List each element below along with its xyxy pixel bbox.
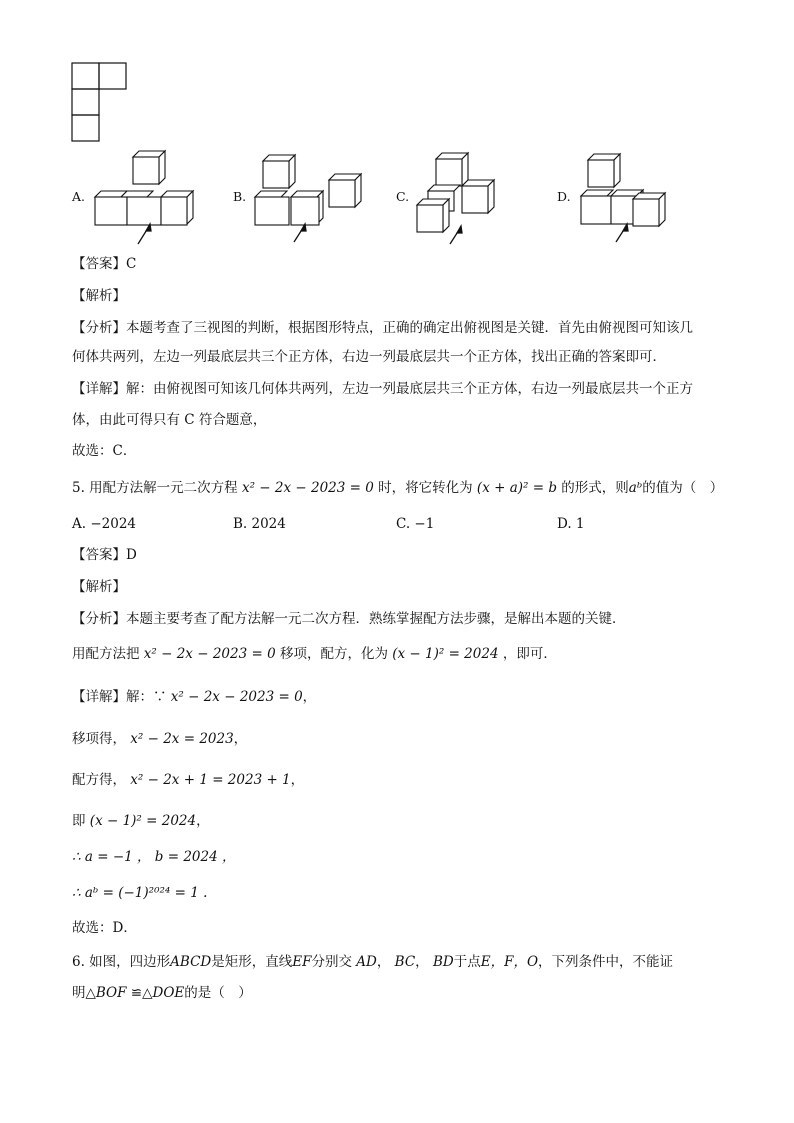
q4-fenxi-line2: 何体共两列，左边一列最底层共三个正方体，右边一列最底层共一个正方体，找出正确的答案即可． xyxy=(72,349,666,365)
option-d-label: D. xyxy=(557,189,571,204)
q5-step2 xyxy=(72,771,304,789)
q6-abcd: ABCD xyxy=(170,954,212,970)
option-a-figure xyxy=(90,148,205,248)
q6-bc: BC xyxy=(394,954,416,970)
q5-option-b: B. 2024 xyxy=(233,516,286,532)
q5-stem-form: (x + a)² = b xyxy=(476,480,557,496)
q6-line2-part-a: 明△ xyxy=(72,985,96,1001)
q5-step1-label: 移项得， xyxy=(72,731,126,747)
option-c-label: C. xyxy=(396,189,410,204)
q5-xiangjie xyxy=(72,688,316,706)
q5-stem-part-b: 时，将它转化为 xyxy=(378,480,473,496)
q4-fenxi-line1: 【分析】本题考查了三视图的判断，根据图形特点，正确的确定出俯视图是关键．首先由俯视图可知该几 xyxy=(72,320,693,336)
q5-method-form: (x − 1)² = 2024 xyxy=(392,646,499,662)
q5-xiangjie-equation: x² − 2x − 2023 = 0 xyxy=(170,689,303,705)
q5-option-a: A. −2024 xyxy=(72,516,136,532)
q6-ef: EF xyxy=(292,954,312,970)
q5-option-c: C. −1 xyxy=(396,516,435,532)
q5-step1-equation: x² − 2x = 2023 xyxy=(130,731,234,747)
q5-step1-tail: ， xyxy=(233,731,248,747)
q4-answer: 【答案】C xyxy=(72,256,137,272)
q5-step3-label: 即 xyxy=(72,813,86,829)
q4-xiangjie-line2: 体，由此可得只有 C 符合题意， xyxy=(72,412,267,428)
q6-line2 xyxy=(72,984,252,1002)
q6-line1-part-c: 分别交 xyxy=(311,954,352,970)
q6-line1-part-a: 6. 如图，四边形 xyxy=(72,954,171,970)
q6-points: E，F，O xyxy=(480,954,539,970)
q6-doe: DOE xyxy=(152,985,185,1001)
q4-analysis-heading: 【解析】 xyxy=(72,288,126,304)
q5-stem-ab: aᵇ xyxy=(628,480,643,496)
q5-analysis-heading: 【解析】 xyxy=(72,579,126,595)
q5-answer: 【答案】D xyxy=(72,547,137,563)
q5-step1 xyxy=(72,730,247,748)
q5-method-part-a: 用配方法把 xyxy=(72,646,140,662)
q6-line2-part-b: ≌△ xyxy=(126,985,153,1001)
q5-step3-tail: ， xyxy=(196,813,210,829)
q5-step3-equation: (x − 1)² = 2024 xyxy=(89,813,197,829)
q5-method-part-c: ，即可． xyxy=(502,646,557,662)
q5-stem-part-d: 的值为（ ） xyxy=(642,480,724,496)
q5-fenxi: 【分析】本题主要考查了配方法解一元二次方程．熟练掌握配方法步骤，是解出本题的关键． xyxy=(72,611,626,627)
q4-xiangjie-line1: 【详解】解：由俯视图可知该几何体共两列，左边一列最底层共三个正方体，右边一列最底层共一个正方 xyxy=(72,381,693,397)
q6-line1-part-g: ，下列条件中，不能证 xyxy=(538,954,674,970)
q5-method xyxy=(72,645,557,663)
q6-ad: AD xyxy=(356,954,377,970)
q5-xiangjie-head: 【详解】解：∵ xyxy=(72,689,167,705)
q5-step2-label: 配方得， xyxy=(72,772,126,788)
q5-step4: ∴ a = −1 ， b = 2024 ， xyxy=(72,849,236,865)
q5-stem-equation: x² − 2x − 2023 = 0 xyxy=(241,480,374,496)
q4-choose: 故选：C． xyxy=(72,443,137,459)
q6-line1-part-b: 是矩形，直线 xyxy=(211,954,293,970)
q5-method-part-b: 移项，配方，化为 xyxy=(279,646,388,662)
q5-xiangjie-tail: ， xyxy=(302,689,317,705)
q5-method-equation: x² − 2x − 2023 = 0 xyxy=(143,646,276,662)
q6-bd: BD xyxy=(432,954,454,970)
q5-stem-part-c: 的形式，则 xyxy=(561,480,629,496)
option-d-figure xyxy=(576,150,676,246)
q5-step2-tail: ， xyxy=(290,772,305,788)
option-c-figure xyxy=(414,150,509,246)
q6-line1-part-d: ， xyxy=(376,954,391,970)
option-a-label: A. xyxy=(72,189,86,204)
q5-stem-part-a: 5. 用配方法解一元二次方程 xyxy=(72,480,238,496)
q6-bof: BOF xyxy=(95,985,127,1001)
option-b-figure xyxy=(250,150,370,246)
q5-step3 xyxy=(72,812,210,830)
top-view-figure xyxy=(70,62,130,144)
option-b-label: B. xyxy=(233,189,247,204)
q5-step2-equation: x² − 2x + 1 = 2023 + 1 xyxy=(130,772,291,788)
q5-stem xyxy=(72,479,723,497)
q6-line1 xyxy=(72,953,673,971)
q5-option-d: D. 1 xyxy=(557,516,585,532)
q5-choose: 故选：D． xyxy=(72,920,137,936)
q5-step5: ∴ aᵇ = (−1)²⁰²⁴ = 1 . xyxy=(72,885,208,901)
q6-line1-part-e: ， xyxy=(415,954,429,970)
q6-line1-part-f: 于点 xyxy=(453,954,481,970)
q6-line2-part-c: 的是（ ） xyxy=(184,985,252,1001)
